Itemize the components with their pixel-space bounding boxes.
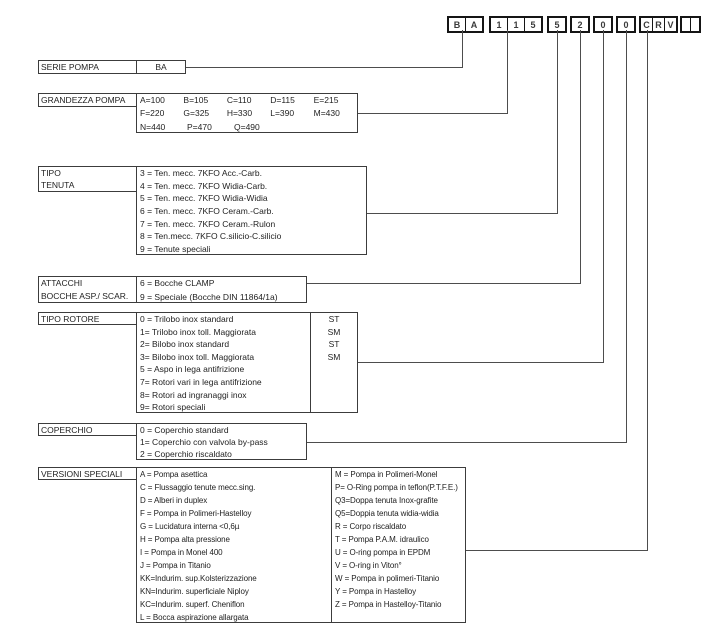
tipo-rotore-suffix bbox=[311, 401, 357, 413]
connector-line bbox=[462, 30, 463, 67]
versione-row: U = O-ring pompa in EPDM bbox=[335, 548, 431, 557]
grandezza-value: D=115 bbox=[270, 95, 295, 105]
tipo-tenuta-row: 5 = Ten. mecc. 7KFO Widia-Widia bbox=[140, 193, 268, 204]
code-cell: B bbox=[449, 18, 466, 31]
tipo-rotore-suffix bbox=[311, 376, 357, 389]
versioni-speciali-right-box bbox=[331, 467, 466, 623]
grandezza-value: G=325 bbox=[183, 108, 210, 119]
grandezza-value: Q=490 bbox=[234, 121, 260, 132]
connector-line bbox=[185, 67, 463, 68]
connector-line bbox=[507, 30, 508, 113]
tipo-rotore-text: 1= Trilobo inox toll. Maggiorata bbox=[137, 326, 311, 339]
versioni-speciali-label: VERSIONI SPECIALI bbox=[38, 467, 137, 480]
connector-line bbox=[358, 113, 508, 114]
code-cell: A bbox=[470, 19, 478, 30]
attacchi-label-line2: BOCCHE ASP./ SCAR. bbox=[41, 291, 129, 301]
tipo-rotore-row bbox=[137, 313, 357, 326]
connector-line bbox=[307, 283, 581, 284]
code-cell: 1 bbox=[508, 18, 525, 31]
code-cell: 2 bbox=[577, 19, 583, 30]
tipo-rotore-suffix: ST bbox=[328, 314, 340, 324]
versione-row: D = Alberi in duplex bbox=[140, 496, 208, 505]
attacchi-label-line1: ATTACCHI bbox=[41, 278, 83, 288]
grandezza-value: N=440 bbox=[140, 121, 166, 132]
versione-row: J = Pompa in Titanio bbox=[140, 561, 211, 570]
connector-line bbox=[358, 362, 604, 363]
grandezza-value: F=220 bbox=[140, 108, 165, 119]
grandezza-value: P=470 bbox=[187, 121, 212, 132]
grandezza-value: B=105 bbox=[183, 95, 209, 105]
tipo-rotore-text: 7= Rotori vari in lega antifrizione bbox=[137, 376, 311, 389]
tipo-rotore-suffix: SM bbox=[327, 326, 341, 337]
grandezza-pompa-box bbox=[136, 93, 358, 133]
versione-row: I = Pompa in Monel 400 bbox=[140, 548, 223, 557]
attacchi-row: 6 = Bocche CLAMP bbox=[140, 278, 215, 288]
attacchi-row: 9 = Speciale (Bocche DIN 11864/1a) bbox=[140, 291, 278, 302]
versione-row: H = Pompa alta pressione bbox=[140, 535, 230, 544]
code-cell: 0 bbox=[623, 19, 629, 30]
tipo-tenuta-row: 4 = Ten. mecc. 7KFO Widia-Carb. bbox=[140, 180, 268, 191]
code-cell: 5 bbox=[530, 19, 536, 30]
grandezza-pompa-label: GRANDEZZA POMPA bbox=[38, 93, 137, 107]
grandezza-row bbox=[140, 107, 357, 120]
grandezza-value: C=110 bbox=[226, 95, 252, 105]
grandezza-value: E=215 bbox=[313, 95, 339, 105]
tipo-rotore-suffix bbox=[311, 389, 357, 402]
code-cell: C bbox=[641, 18, 653, 31]
code-group-grandezza bbox=[489, 16, 543, 33]
tipo-rotore-suffix: SM bbox=[327, 351, 341, 362]
grandezza-value: M=430 bbox=[313, 108, 340, 119]
versione-row: F = Pompa in Polimeri-Hastelloy bbox=[140, 509, 252, 518]
code-group-versioni bbox=[639, 16, 678, 33]
connector-line bbox=[557, 30, 558, 213]
code-cell: 0 bbox=[600, 19, 606, 30]
code-cell: R bbox=[653, 18, 665, 31]
tipo-tenuta-label-line2: TENUTA bbox=[41, 180, 75, 190]
code-cell bbox=[691, 18, 699, 31]
grandezza-row bbox=[140, 94, 357, 107]
tipo-tenuta-box bbox=[136, 166, 367, 255]
tipo-rotore-suffix: ST bbox=[328, 339, 340, 350]
code-cell bbox=[682, 18, 691, 31]
tipo-rotore-text: 8= Rotori ad ingranaggi inox bbox=[137, 389, 311, 402]
serie-pompa-label: SERIE POMPA bbox=[38, 60, 137, 74]
versione-row: R = Corpo riscaldato bbox=[335, 522, 407, 531]
attacchi-box bbox=[136, 276, 307, 303]
versione-row: V = O-ring in Viton° bbox=[335, 561, 402, 570]
versione-row: A = Pompa asettica bbox=[140, 470, 208, 479]
versione-row: W = Pompa in polimeri-Titanio bbox=[335, 574, 440, 583]
tipo-rotore-text: 0 = Trilobo inox standard bbox=[137, 313, 311, 326]
versioni-speciali-left-box bbox=[136, 467, 332, 623]
tipo-rotore-row bbox=[137, 338, 357, 351]
connector-line bbox=[647, 30, 648, 550]
versione-row: G = Lucidatura interna <0,6µ bbox=[140, 522, 240, 531]
versione-row: Y = Pompa in Hastelloy bbox=[335, 587, 417, 596]
connector-line bbox=[466, 550, 648, 551]
tipo-rotore-row bbox=[137, 351, 357, 364]
versione-row: KC=Indurim. superf. Cheniflon bbox=[140, 600, 245, 609]
serie-pompa-value: BA bbox=[136, 60, 186, 74]
tipo-tenuta-label bbox=[38, 166, 137, 192]
tipo-rotore-row bbox=[137, 326, 357, 339]
tipo-tenuta-row: 3 = Ten. mecc. 7KFO Acc.-Carb. bbox=[140, 168, 262, 178]
tipo-rotore-suffix bbox=[311, 363, 357, 376]
code-group-empty bbox=[680, 16, 701, 33]
tipo-tenuta-label-line1: TIPO bbox=[41, 168, 61, 178]
tipo-rotore-text: 2= Bilobo inox standard bbox=[137, 338, 311, 351]
tipo-rotore-row bbox=[137, 389, 357, 402]
code-cell: 5 bbox=[554, 19, 560, 30]
tipo-rotore-row bbox=[137, 376, 357, 389]
code-group-serie bbox=[447, 16, 484, 33]
coperchio-row: 1= Coperchio con valvola by-pass bbox=[140, 437, 268, 447]
tipo-rotore-box bbox=[136, 312, 358, 413]
coperchio-box bbox=[136, 423, 307, 460]
grandezza-value: H=330 bbox=[226, 108, 253, 119]
tipo-rotore-label: TIPO ROTORE bbox=[38, 312, 137, 325]
tipo-tenuta-row: 6 = Ten. mecc. 7KFO Ceram.-Carb. bbox=[140, 206, 274, 217]
grandezza-value: A=100 bbox=[140, 95, 165, 105]
versione-row: KK=Indurim. sup.Kolsterizzazione bbox=[140, 574, 257, 583]
versione-row: Q5=Doppia tenuta widia-widia bbox=[335, 509, 439, 518]
grandezza-row bbox=[140, 121, 357, 133]
versione-row: Z = Pompa in Hastelloy-Titanio bbox=[335, 600, 442, 609]
tipo-tenuta-row: 7 = Ten. mecc. 7KFO Ceram.-Rulon bbox=[140, 218, 276, 229]
grandezza-value: L=390 bbox=[270, 108, 295, 119]
tipo-rotore-text: 9= Rotori speciali bbox=[137, 401, 311, 413]
connector-line bbox=[580, 30, 581, 283]
tipo-tenuta-row: 9 = Tenute speciali bbox=[140, 244, 211, 255]
coperchio-row: 0 = Coperchio standard bbox=[140, 425, 229, 435]
code-cell: V bbox=[667, 19, 674, 30]
versione-row: C = Flussaggio tenute mecc.sing. bbox=[140, 483, 256, 492]
tipo-rotore-row bbox=[137, 401, 357, 413]
connector-line bbox=[307, 442, 627, 443]
connector-line bbox=[367, 213, 558, 214]
connector-line bbox=[626, 30, 627, 442]
versione-row: P= O-Ring pompa in teflon(P.T.F.E.) bbox=[335, 483, 458, 492]
tipo-rotore-text: 5 = Aspo in lega antifrizione bbox=[137, 363, 311, 376]
coperchio-label: COPERCHIO bbox=[38, 423, 137, 436]
versione-row: Q3=Doppa tenuta Inox-grafite bbox=[335, 496, 438, 505]
versione-row: L = Bocca aspirazione allargata bbox=[140, 613, 249, 622]
tipo-rotore-row bbox=[137, 363, 357, 376]
tipo-rotore-text: 3= Bilobo inox toll. Maggiorata bbox=[137, 351, 311, 364]
connector-line bbox=[603, 30, 604, 362]
attacchi-label bbox=[38, 276, 137, 303]
versione-row: T = Pompa P.A.M. idraulico bbox=[335, 535, 429, 544]
tipo-tenuta-row: 8 = Ten.mecc. 7KFO C.silicio-C.silicio bbox=[140, 231, 282, 242]
code-cell: 1 bbox=[491, 18, 508, 31]
versione-row: KN=Indurim. superficiale Niploy bbox=[140, 587, 249, 596]
versione-row: M = Pompa in Polimeri-Monel bbox=[335, 470, 438, 479]
coperchio-row: 2 = Coperchio riscaldato bbox=[140, 449, 232, 459]
